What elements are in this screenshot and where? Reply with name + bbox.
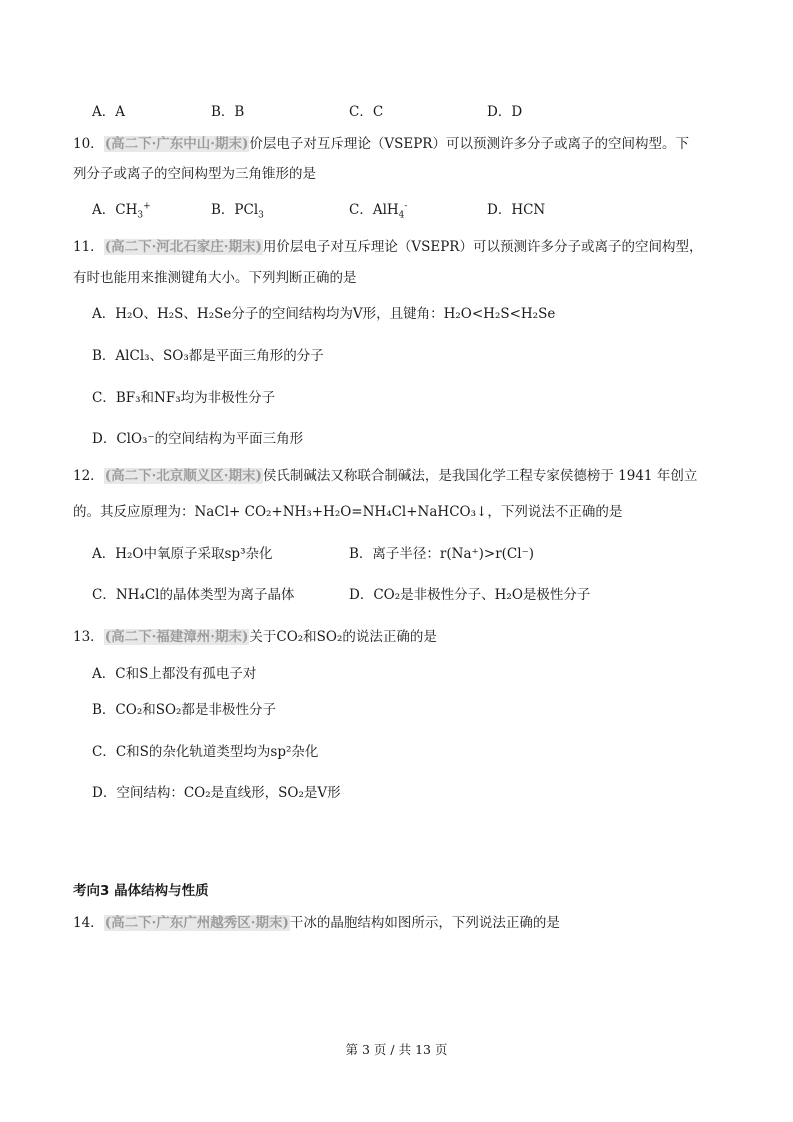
q14-stem-text1: 干冰的晶胞结构如图所示，下列说法正确的是 <box>289 915 560 931</box>
q11-source-tag: (高二下·河北石家庄·期末) <box>104 239 262 255</box>
page-footer: 第 3 页 / 共 13 页 <box>345 1042 448 1057</box>
q10-stem-line1 <box>73 134 689 154</box>
q12-option-b: B．离子半径：r(Na⁺)>r(Cl⁻) <box>349 546 534 562</box>
q14-stem-line1 <box>73 913 560 933</box>
q10-option-a <box>92 200 151 220</box>
q10-stem-text1: 价层电子对互斥理论（VSEPR）可以预测许多分子或离子的空间构型。下 <box>249 136 689 152</box>
section-heading: 考向3 晶体结构与性质 <box>73 883 209 899</box>
q12-option-c: C．NH₄Cl的晶体类型为离子晶体 <box>92 587 295 603</box>
q13-option-d: D．空间结构：CO₂是直线形，SO₂是V形 <box>92 785 341 801</box>
q12-number: 12． <box>73 468 104 484</box>
q14-number: 14． <box>73 915 104 931</box>
q11-option-a: A．H₂O、H₂S、H₂Se分子的空间结构均为V形，且键角：H₂O<H₂S<H₂Se <box>92 306 556 322</box>
q13-number: 13． <box>73 629 104 645</box>
q12-stem-line1 <box>73 466 697 486</box>
q9-option-b: B．B <box>211 104 245 120</box>
q13-option-c: C．C和S的杂化轨道类型均为sp²杂化 <box>92 744 319 760</box>
q9-option-a: A．A <box>92 104 125 120</box>
q13-option-b: B．CO₂和SO₂都是非极性分子 <box>92 702 276 718</box>
q10-option-a-sub: 3 <box>137 210 144 221</box>
q10-option-d: D．HCN <box>487 202 546 218</box>
q10-number: 10． <box>73 136 104 152</box>
q13-stem-line1 <box>73 627 437 647</box>
q9-option-d: D．D <box>487 104 523 120</box>
q10-option-c-sub: 4 <box>398 210 405 221</box>
q10-option-a-text: A．CH <box>92 202 138 218</box>
q12-stem-text1: 侯氏制碱法又称联合制碱法，是我国化学工程专家侯德榜于 1941 年创立 <box>262 468 698 484</box>
q13-source-tag: (高二下·福建漳州·期末) <box>104 629 249 645</box>
q10-source-tag: (高二下·广东中山·期末) <box>104 136 249 152</box>
q10-option-c-sup: - <box>404 201 408 212</box>
q12-option-a: A．H₂O中氧原子采取sp³杂化 <box>92 546 273 562</box>
q12-stem-line2: 的。其反应原理为：NaCl+ CO₂+NH₃+H₂O=NH₄Cl+NaHCO₃↓，下列说法不正确的是 <box>73 504 623 520</box>
q10-option-b <box>211 200 264 220</box>
q10-option-a-sup: + <box>143 201 151 212</box>
q11-option-c: C．BF₃和NF₃均为非极性分子 <box>92 390 276 406</box>
q14-source-tag: (高二下·广东广州越秀区·期末) <box>104 915 289 931</box>
q10-stem-line2: 列分子或离子的空间构型为三角锥形的是 <box>73 166 316 182</box>
q10-option-c-text: C．AlH <box>349 202 399 218</box>
q11-stem-text1: 用价层电子对互斥理论（VSEPR）可以预测许多分子或离子的空间构型， <box>262 239 703 255</box>
q11-number: 11． <box>73 239 104 255</box>
q12-option-d: D．CO₂是非极性分子、H₂O是极性分子 <box>349 587 591 603</box>
q10-option-c <box>349 200 407 220</box>
q10-option-b-text: B．PCl <box>211 202 259 218</box>
q13-stem-text1: 关于CO₂和SO₂的说法正确的是 <box>249 629 437 645</box>
q11-option-b: B．AlCl₃、SO₃都是平面三角形的分子 <box>92 348 324 364</box>
q11-option-d: D．ClO₃⁻的空间结构为平面三角形 <box>92 431 304 447</box>
q11-stem-line1 <box>73 237 702 257</box>
q10-option-b-sub: 3 <box>258 210 264 221</box>
q12-source-tag: (高二下·北京顺义区·期末) <box>104 468 262 484</box>
q11-stem-line2: 有时也能用来推测键角大小。下列判断正确的是 <box>73 270 357 286</box>
q13-option-a: A．C和S上都没有孤电子对 <box>92 666 257 682</box>
q9-option-c: C．C <box>349 104 384 120</box>
